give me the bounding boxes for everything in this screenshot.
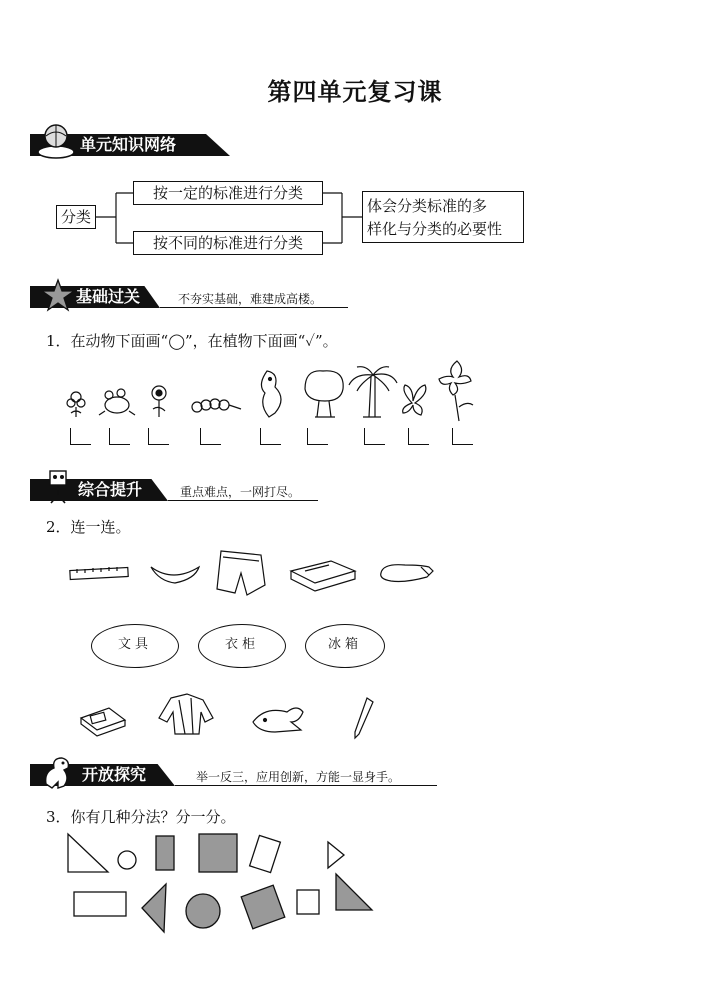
answer-bracket-6[interactable]	[307, 428, 328, 445]
pencil-box-icon	[291, 561, 355, 591]
net-conclusion-line-2: 样化与分类的必要性	[367, 220, 503, 238]
section-motto: 举一反三，应用创新，方能一显身手。	[196, 770, 401, 784]
q1-pictures	[55, 355, 495, 425]
section-label: 开放探究	[82, 765, 147, 784]
banana-icon	[151, 567, 199, 583]
sweater-icon	[159, 694, 213, 734]
small-circle-shape	[118, 851, 136, 869]
category-wardrobe[interactable]: 衣柜	[198, 624, 286, 668]
section-motto: 重点难点，一网打尽。	[180, 485, 301, 499]
frog-icon	[99, 389, 135, 415]
section-banner-network	[0, 130, 710, 160]
long-rectangle-shape	[74, 892, 126, 916]
robot-icon	[42, 469, 76, 505]
section-label: 综合提升	[78, 480, 143, 499]
category-stationery[interactable]: 文具	[91, 624, 179, 668]
page-title: 第四单元复习课	[267, 78, 443, 106]
gray-rectangle-shape	[156, 836, 174, 870]
caterpillar-icon	[192, 399, 241, 412]
answer-bracket-5[interactable]	[260, 428, 281, 445]
eggplant-icon	[381, 565, 433, 582]
butterfly-icon	[403, 385, 426, 415]
section-banner-explore	[0, 760, 710, 790]
ruler-icon	[70, 567, 128, 580]
gray-triangle-shape	[142, 884, 166, 932]
question-3: 3．你有几种分法？分一分。	[46, 808, 236, 826]
answer-bracket-4[interactable]	[200, 428, 221, 445]
gray-right-triangle-shape	[336, 874, 372, 910]
big-flower-icon	[439, 361, 473, 421]
shorts-icon	[217, 551, 265, 595]
category-fridge[interactable]: 冰箱	[305, 624, 385, 668]
gray-circle-shape	[186, 894, 220, 928]
dinosaur-icon	[40, 754, 76, 790]
answer-bracket-2[interactable]	[109, 428, 130, 445]
answer-bracket-8[interactable]	[408, 428, 429, 445]
q2-top-items	[65, 545, 445, 605]
net-branch-1: 按一定的标准进行分类	[133, 181, 323, 205]
answer-bracket-7[interactable]	[364, 428, 385, 445]
tree-icon	[305, 371, 343, 417]
palm-tree-icon	[349, 367, 397, 417]
section-label: 单元知识网络	[80, 135, 177, 154]
answer-bracket-1[interactable]	[70, 428, 91, 445]
right-triangle-shape	[68, 834, 108, 872]
gray-square-shape	[199, 834, 237, 872]
section-banner-basic	[0, 282, 710, 312]
parrot-icon	[261, 371, 281, 417]
small-triangle-shape	[328, 842, 344, 868]
pen-icon	[355, 698, 373, 738]
question-1: 1．在动物下面画“◯”，在植物下面画“✓”。	[46, 332, 338, 350]
q2-bottom-items	[75, 690, 395, 745]
globe-icon	[36, 122, 78, 162]
answer-bracket-3[interactable]	[148, 428, 169, 445]
gray-tilted-square-shape	[241, 885, 285, 929]
knowledge-net-lines	[0, 170, 710, 270]
tilted-rectangle-shape	[250, 835, 281, 872]
net-root: 分类	[56, 205, 96, 229]
section-label: 基础过关	[76, 287, 141, 306]
net-branch-2: 按不同的标准进行分类	[133, 231, 323, 255]
net-conclusion	[362, 191, 524, 243]
q3-shapes	[60, 828, 390, 938]
fish-icon	[253, 708, 303, 732]
eraser-icon	[81, 708, 125, 736]
flower-plant-icon	[67, 392, 85, 417]
star-icon	[40, 278, 76, 312]
small-square-shape	[297, 890, 319, 914]
net-conclusion-line-1: 体会分类标准的多	[367, 197, 488, 215]
section-motto: 不夯实基础，难建成高楼。	[178, 292, 323, 306]
section-banner-improve	[0, 475, 710, 505]
answer-bracket-9[interactable]	[452, 428, 473, 445]
sunflower-icon	[152, 386, 166, 417]
question-2: 2．连一连。	[46, 518, 131, 536]
